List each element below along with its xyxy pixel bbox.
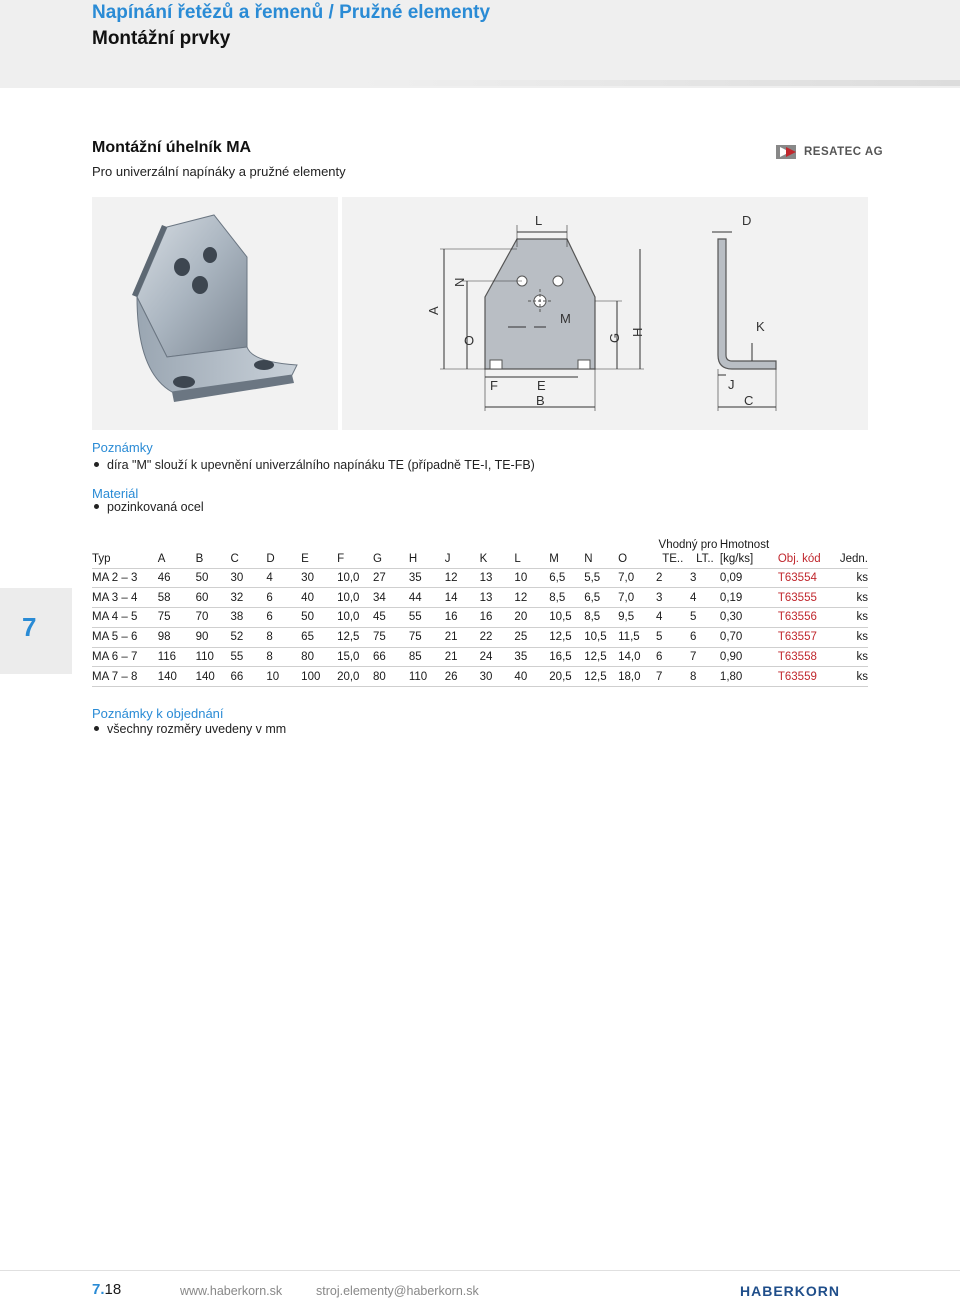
table-cell: 27 (373, 568, 409, 588)
page-prefix: 7. (92, 1281, 105, 1298)
notes-item-text: díra "M" slouží k upevnění univerzálního napínáku TE (případně TE-I, TE-FB) (107, 458, 535, 472)
col-vhodny-label: Vhodný pro (658, 538, 718, 551)
table-cell: 52 (230, 627, 266, 647)
dim-label-H: H (630, 327, 645, 337)
col-l: L (514, 534, 549, 568)
table-cell: 10,0 (337, 608, 373, 628)
dim-label-D: D (742, 213, 752, 228)
table-cell: 12,5 (584, 667, 618, 687)
table-cell: 11,5 (618, 627, 656, 647)
product-subtitle: Pro univerzální napínáky a pružné elementy (92, 164, 346, 179)
dim-label-L: L (535, 213, 543, 228)
table-cell: T63559 (778, 667, 840, 687)
table-cell: T63558 (778, 647, 840, 667)
table-cell: 7 (656, 667, 690, 687)
table-cell: ks (840, 667, 868, 687)
table-cell: 116 (158, 647, 196, 667)
table-cell: 8,5 (584, 608, 618, 628)
col-d: D (266, 534, 301, 568)
col-lt: LT.. (696, 552, 714, 565)
dim-label-O: O (464, 333, 475, 348)
col-c: C (230, 534, 266, 568)
table-cell: 4 (690, 588, 720, 608)
col-hmotnost (720, 534, 778, 568)
haberkorn-logo: HABERKORN (740, 1283, 840, 1299)
table-cell: 10,5 (584, 627, 618, 647)
table-cell: 3 (690, 568, 720, 588)
table-cell: 66 (373, 647, 409, 667)
order-notes-item-text: všechny rozměry uvedeny v mm (107, 722, 287, 736)
table-row (92, 608, 868, 628)
dim-label-C: C (744, 393, 754, 408)
page-header (0, 0, 960, 88)
spec-table (92, 534, 868, 687)
table-cell: 35 (409, 568, 445, 588)
table-cell: 10 (514, 568, 549, 588)
table-cell: 10 (266, 667, 301, 687)
page-num: 18 (104, 1281, 122, 1298)
dim-label-K: K (756, 319, 765, 334)
material-item (92, 500, 204, 514)
table-cell: 20 (514, 608, 549, 628)
table-cell: 44 (409, 588, 445, 608)
table-cell: 55 (409, 608, 445, 628)
category-title: Napínání řetězů a řemenů / Pružné elementy (92, 2, 491, 23)
table-cell: MA 7 – 8 (92, 667, 158, 687)
table-cell: T63554 (778, 568, 840, 588)
table-cell: 110 (196, 647, 231, 667)
table-cell: 13 (480, 588, 515, 608)
table-cell: MA 4 – 5 (92, 608, 158, 628)
table-cell: 12 (445, 568, 480, 588)
order-notes-item (92, 722, 286, 736)
table-cell: 80 (301, 647, 337, 667)
table-cell: 7 (690, 647, 720, 667)
table-cell: 26 (445, 667, 480, 687)
table-cell: 85 (409, 647, 445, 667)
table-cell: 16 (445, 608, 480, 628)
table-cell: 45 (373, 608, 409, 628)
table-cell: 4 (266, 568, 301, 588)
table-cell: ks (840, 627, 868, 647)
table-cell: 80 (373, 667, 409, 687)
table-cell: 8 (266, 647, 301, 667)
table-cell: MA 5 – 6 (92, 627, 158, 647)
notes-item (92, 458, 535, 472)
table-cell: 8 (690, 667, 720, 687)
table-cell: 98 (158, 627, 196, 647)
material-heading: Materiál (92, 486, 139, 501)
table-cell: 21 (445, 647, 480, 667)
col-b: B (196, 534, 231, 568)
table-cell: 10,5 (549, 608, 584, 628)
table-cell: 2 (656, 568, 690, 588)
table-cell: 40 (301, 588, 337, 608)
table-cell: 8 (266, 627, 301, 647)
product-title: Montážní úhelník MA (92, 139, 252, 156)
subcategory-title: Montážní prvky (92, 28, 231, 49)
table-cell: 75 (158, 608, 196, 628)
table-row (92, 647, 868, 667)
dim-label-F: F (490, 378, 498, 393)
table-cell: 10,0 (337, 588, 373, 608)
table-cell: 7,0 (618, 568, 656, 588)
table-header-row (92, 534, 868, 568)
table-cell: 5,5 (584, 568, 618, 588)
table-cell: ks (840, 568, 868, 588)
table-cell: 13 (480, 568, 515, 588)
table-cell: 16,5 (549, 647, 584, 667)
table-cell: 75 (409, 627, 445, 647)
table-cell: 70 (196, 608, 231, 628)
table-cell: 65 (301, 627, 337, 647)
col-f: F (337, 534, 373, 568)
table-cell: 6 (656, 647, 690, 667)
col-e: E (301, 534, 337, 568)
table-cell: 14 (445, 588, 480, 608)
table-cell: 25 (514, 627, 549, 647)
table-cell: 0,90 (720, 647, 778, 667)
table-cell: 20,0 (337, 667, 373, 687)
col-jedn: Jedn. (840, 534, 868, 568)
table-cell: ks (840, 588, 868, 608)
table-cell: 35 (514, 647, 549, 667)
table-cell: 34 (373, 588, 409, 608)
table-cell: ks (840, 608, 868, 628)
table-cell: T63555 (778, 588, 840, 608)
table-cell: 0,70 (720, 627, 778, 647)
page-number (92, 1281, 121, 1298)
col-j: J (445, 534, 480, 568)
dim-label-J: J (728, 377, 735, 392)
table-cell: 55 (230, 647, 266, 667)
table-cell: 46 (158, 568, 196, 588)
table-cell: 22 (480, 627, 515, 647)
email-link[interactable]: stroj.elementy@haberkorn.sk (316, 1284, 479, 1298)
table-cell: T63557 (778, 627, 840, 647)
table-cell: 0,19 (720, 588, 778, 608)
website-link[interactable]: www.haberkorn.sk (180, 1284, 283, 1298)
table-cell: 60 (196, 588, 231, 608)
table-cell: 38 (230, 608, 266, 628)
table-cell: 1,80 (720, 667, 778, 687)
col-o: O (618, 534, 656, 568)
table-cell: 50 (301, 608, 337, 628)
material-item-text: pozinkovaná ocel (107, 500, 204, 514)
table-cell: MA 3 – 4 (92, 588, 158, 608)
table-cell: 0,09 (720, 568, 778, 588)
col-vhodny (656, 534, 720, 568)
table-cell: 75 (373, 627, 409, 647)
table-cell: 3 (656, 588, 690, 608)
table-cell: 10,0 (337, 568, 373, 588)
table-cell: 110 (409, 667, 445, 687)
section-tab (0, 588, 72, 674)
dim-label-A: A (426, 306, 441, 315)
col-m: M (549, 534, 584, 568)
table-cell: 100 (301, 667, 337, 687)
table-cell: T63556 (778, 608, 840, 628)
header-divider (360, 80, 960, 86)
table-row (92, 627, 868, 647)
table-cell: 12 (514, 588, 549, 608)
col-typ: Typ (92, 534, 158, 568)
col-k: K (480, 534, 515, 568)
brand-name: RESATEC AG (804, 146, 884, 158)
table-row (92, 588, 868, 608)
table-cell: 21 (445, 627, 480, 647)
table-cell: 30 (480, 667, 515, 687)
table-cell: 7,0 (618, 588, 656, 608)
col-obj: Obj. kód (778, 534, 840, 568)
table-cell: 20,5 (549, 667, 584, 687)
dim-label-G: G (607, 332, 622, 343)
table-cell: 9,5 (618, 608, 656, 628)
col-h: H (409, 534, 445, 568)
table-cell: 58 (158, 588, 196, 608)
col-g: G (373, 534, 409, 568)
table-cell: MA 2 – 3 (92, 568, 158, 588)
table-cell: 18,0 (618, 667, 656, 687)
table-cell: 6 (266, 608, 301, 628)
table-cell: 24 (480, 647, 515, 667)
product-photo (92, 197, 338, 430)
section-number: 7 (22, 612, 37, 642)
technical-drawing (342, 197, 868, 430)
order-notes-heading: Poznámky k objednání (92, 706, 224, 721)
col-hmotnost-label: Hmotnost (719, 538, 770, 551)
col-te-lt (656, 552, 720, 566)
table-cell: 8,5 (549, 588, 584, 608)
table-cell: 90 (196, 627, 231, 647)
table-cell: 6,5 (584, 588, 618, 608)
table-cell: 66 (230, 667, 266, 687)
table-cell: 12,5 (549, 627, 584, 647)
bullet-icon (94, 726, 99, 731)
table-cell: 0,30 (720, 608, 778, 628)
table-cell: 5 (656, 627, 690, 647)
dim-label-E: E (537, 378, 546, 393)
col-hmotnost-unit: [kg/ks] (719, 552, 754, 565)
table-cell: 30 (230, 568, 266, 588)
table-cell: 4 (656, 608, 690, 628)
col-te: TE.. (662, 552, 684, 565)
notes-heading: Poznámky (92, 440, 153, 455)
dim-label-B: B (536, 393, 545, 408)
table-cell: 6 (266, 588, 301, 608)
table-cell: 12,5 (337, 627, 373, 647)
col-n: N (584, 534, 618, 568)
table-cell: 140 (196, 667, 231, 687)
dim-label-N: N (452, 277, 467, 287)
brand-mark-icon (776, 143, 800, 161)
table-cell: 5 (690, 608, 720, 628)
table-cell: 50 (196, 568, 231, 588)
table-cell: 15,0 (337, 647, 373, 667)
bullet-icon (94, 504, 99, 509)
table-cell: 140 (158, 667, 196, 687)
table-cell: 12,5 (584, 647, 618, 667)
table-cell: 30 (301, 568, 337, 588)
table-cell: 14,0 (618, 647, 656, 667)
table-row (92, 667, 868, 687)
dim-label-M: M (560, 311, 571, 326)
table-cell: 16 (480, 608, 515, 628)
table-cell: 6 (690, 627, 720, 647)
page-footer (0, 1270, 960, 1301)
brand-logo (776, 142, 883, 162)
table-row (92, 568, 868, 588)
table-cell: 40 (514, 667, 549, 687)
table-cell: 32 (230, 588, 266, 608)
bullet-icon (94, 462, 99, 467)
table-cell: MA 6 – 7 (92, 647, 158, 667)
table-cell: ks (840, 647, 868, 667)
table-cell: 6,5 (549, 568, 584, 588)
col-a: A (158, 534, 196, 568)
